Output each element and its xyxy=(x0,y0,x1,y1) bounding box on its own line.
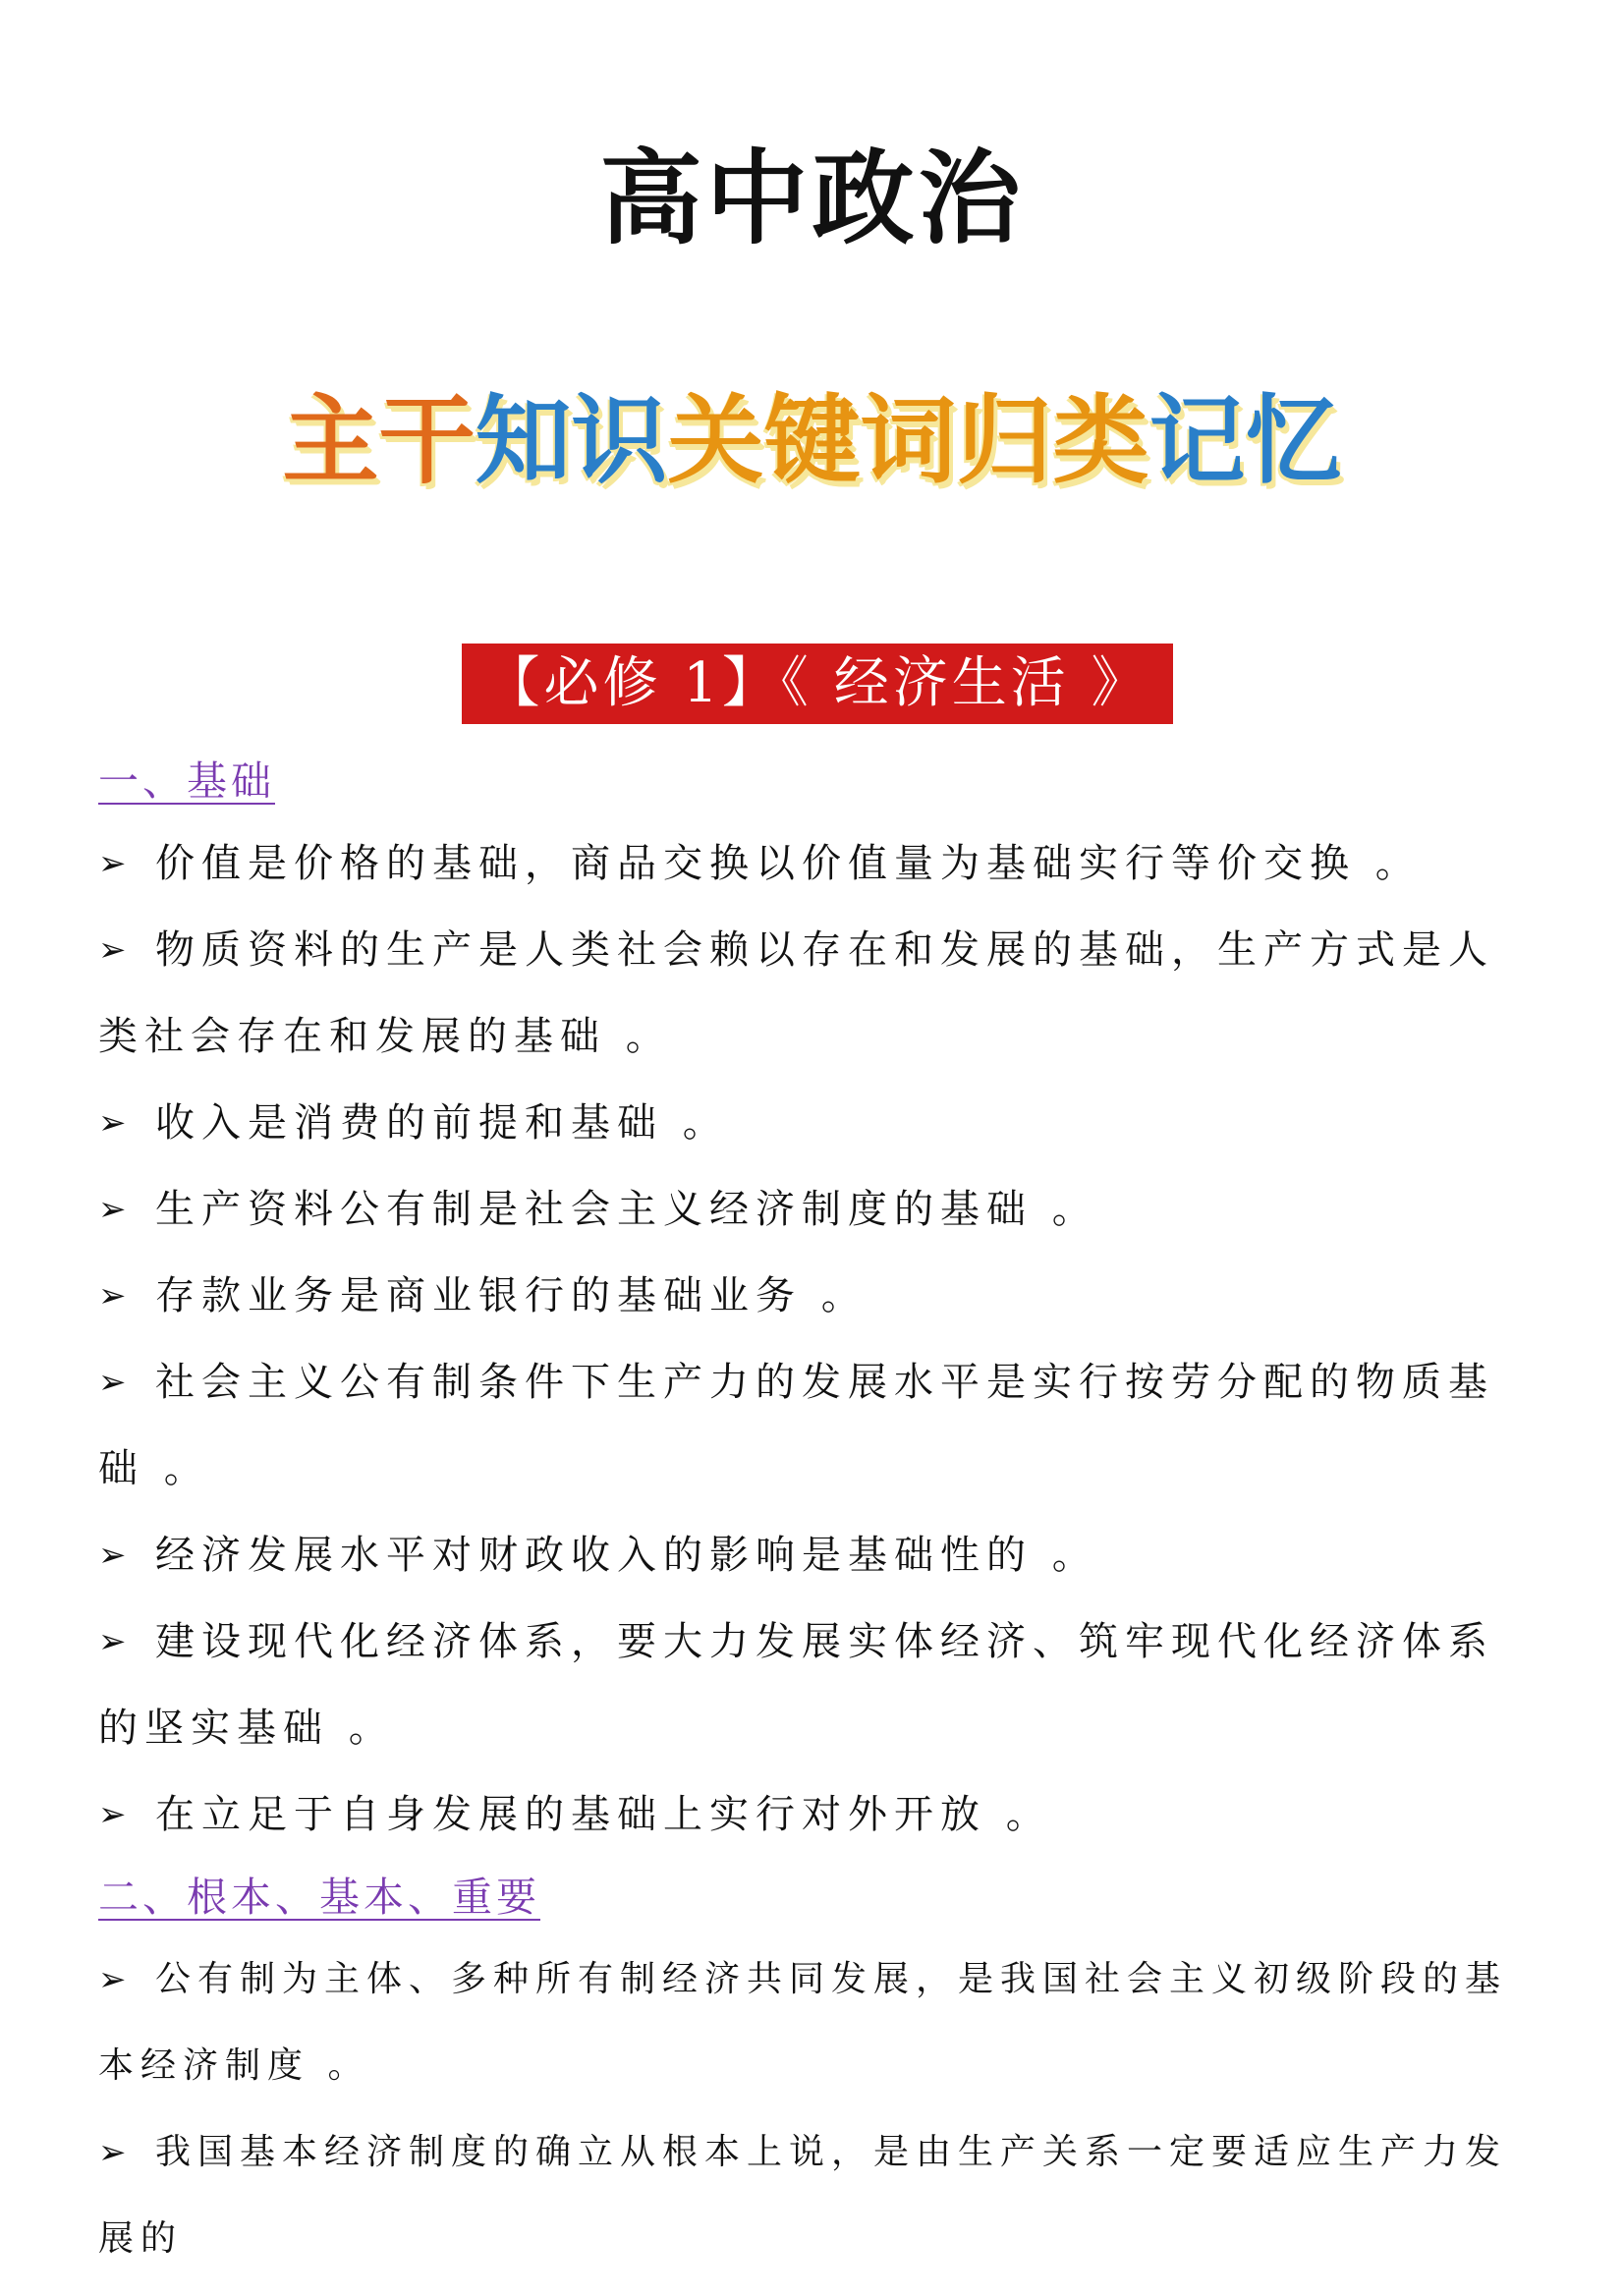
item-text: 建设现代化经济体系，要大力发展实体经济、筑牢现代化经济体系的坚实基础 。 xyxy=(98,1619,1494,1751)
list-item xyxy=(98,2109,1533,2282)
arrow-bullet-icon: ➢ xyxy=(98,930,127,970)
list-item xyxy=(98,1339,1533,1512)
item-text: 生产资料公有制是社会主义经济制度的基础 。 xyxy=(155,1187,1098,1232)
list-item xyxy=(98,1512,1533,1598)
section-heading: 二、根本、基本、重要 xyxy=(98,1874,540,1921)
arrow-bullet-icon: ➢ xyxy=(98,1363,127,1402)
item-text: 社会主义公有制条件下生产力的发展水平是实行按劳分配的物质基础 。 xyxy=(98,1360,1494,1491)
arrow-bullet-icon: ➢ xyxy=(98,1276,127,1316)
arrow-bullet-icon: ➢ xyxy=(98,1795,127,1834)
item-text: 在立足于自身发展的基础上实行对外开放 。 xyxy=(155,1792,1052,1837)
page-title: 高中政治 xyxy=(599,139,1025,258)
item-text: 物质资料的生产是人类社会赖以存在和发展的基础，生产方式是人类社会存在和发展的基础 。 xyxy=(98,927,1494,1059)
list-item xyxy=(98,1771,1533,1858)
subtitle-part: 记忆 xyxy=(1148,385,1342,497)
list-item xyxy=(98,1166,1533,1253)
arrow-bullet-icon: ➢ xyxy=(98,1536,127,1575)
list-item xyxy=(98,820,1533,907)
subtitle-part: 关键词归类 xyxy=(667,385,1149,497)
list-item xyxy=(98,1598,1533,1771)
arrow-bullet-icon: ➢ xyxy=(98,2133,127,2172)
section-heading: 一、基础 xyxy=(98,757,275,805)
arrow-bullet-icon: ➢ xyxy=(98,1103,127,1143)
arrow-bullet-icon: ➢ xyxy=(98,1960,127,1999)
list-item xyxy=(98,1936,1533,2109)
course-banner: 【必修 1】《 经济生活 》 xyxy=(462,644,1173,724)
page-subtitle xyxy=(0,385,1624,497)
item-text: 我国基本经济制度的确立从根本上说，是由生产关系一定要适应生产力发展的 xyxy=(98,2132,1508,2259)
item-text: 存款业务是商业银行的基础业务 。 xyxy=(155,1273,868,1318)
item-text: 公有制为主体、多种所有制经济共同发展，是我国社会主义初级阶段的基本经济制度 。 xyxy=(98,1959,1508,2086)
item-text: 价值是价格的基础，商品交换以价值量为基础实行等价交换 。 xyxy=(155,841,1422,886)
item-text: 收入是消费的前提和基础 。 xyxy=(155,1100,729,1146)
subtitle-part: 主干 xyxy=(282,385,476,497)
subtitle-part: 知识 xyxy=(475,385,668,497)
list-item xyxy=(98,1080,1533,1166)
arrow-bullet-icon: ➢ xyxy=(98,844,127,883)
arrow-bullet-icon: ➢ xyxy=(98,1190,127,1229)
notes-content xyxy=(98,742,1533,2282)
list-item xyxy=(98,1253,1533,1339)
item-text: 经济发展水平对财政收入的影响是基础性的 。 xyxy=(155,1533,1098,1578)
list-item xyxy=(98,907,1533,1080)
arrow-bullet-icon: ➢ xyxy=(98,1622,127,1661)
